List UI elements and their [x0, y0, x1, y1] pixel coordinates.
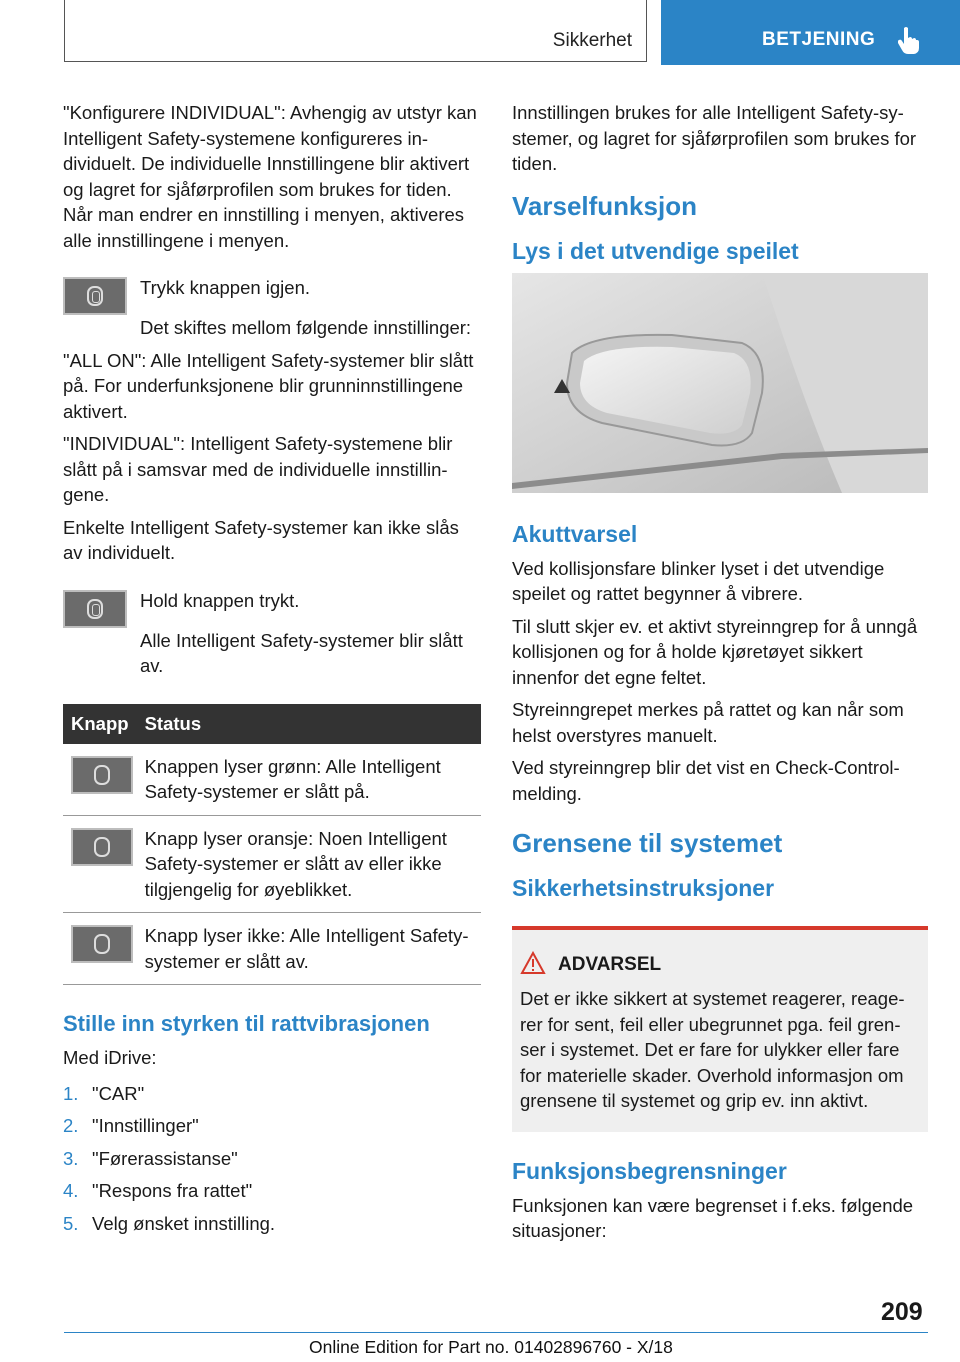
step-number: 2. — [63, 1115, 79, 1136]
step-text: "Innstillinger" — [92, 1115, 199, 1136]
step-number: 4. — [63, 1180, 79, 1201]
warning-icon — [520, 951, 546, 975]
hand-pointer-icon — [898, 26, 920, 54]
step-text: "Førerassistanse" — [92, 1147, 238, 1169]
list-item — [63, 1178, 481, 1204]
varsel-heading: Varselfunksjon — [512, 190, 697, 221]
step-text: "Respons fra rattet" — [92, 1180, 253, 1201]
akutt-text-1: Ved kollisjonsfare blinker lyset i det utvendige speilet og rattet begynner å vibrere. — [512, 557, 885, 604]
status-cell: Knapp lyser oransje: Noen Intelligent Safety-systemer er slått av eller ikke tilgjengelig for øyeblikket. — [137, 815, 481, 913]
press-again-row — [63, 275, 481, 327]
safety-button-image — [71, 925, 133, 963]
press-again-text: Trykk knappen igjen. — [140, 277, 311, 298]
page-number: 209 — [881, 1298, 923, 1326]
step-text: "CAR" — [92, 1082, 145, 1104]
funksjon-text: Funksjonen kan være begrenset i f.eks. følgende situasjoner: — [512, 1194, 914, 1241]
safety-button-image — [63, 277, 127, 315]
switch-text: Det skiftes mellom følgende innstillinger: — [140, 317, 472, 338]
some-cannot-text: Enkelte Intelligent Safety-systemer kan ikke slås av individuelt. — [63, 516, 459, 563]
lys-heading: Lys i det utvendige speilet — [512, 237, 799, 264]
safety-system-icon — [94, 837, 110, 857]
status-table — [63, 704, 481, 986]
akutt-text-3: Styreinngrepet merkes på rattet og kan når som helst overstyres manuelt. — [512, 699, 904, 746]
continued-text: Innstillingen brukes for alle Intelligent Safety-systemer, og lagret for sjåførprofilen som brukes for tiden. — [512, 102, 917, 174]
step-number: 5. — [63, 1212, 79, 1234]
section-tab — [64, 0, 647, 62]
status-cell: Knappen lyser grønn: Alle Intelligent Safety-systemer er slått på. — [137, 744, 481, 816]
status-cell: Knapp lyser ikke: Alle Intelligent Safety-systemer er slått av. — [137, 913, 481, 985]
edition-footer: Online Edition for Part no. 01402896760 - X/18 — [309, 1337, 673, 1357]
safety-system-icon — [87, 599, 103, 619]
safety-button-image — [71, 756, 133, 794]
warning-text: Det er ikke sikkert at systemet reagerer, reagerer for sent, feil eller ubegrunnet pga. feil grenser i systemet. Det er fare for ulykker eller fare for materielle skader. Overhold informasjon om grensene til systemet og grip ev. inn aktivt. — [520, 988, 905, 1111]
akutt-text-4: Ved styreinngrep blir det vist en Check-Control-melding. — [512, 757, 900, 804]
safety-system-icon — [94, 934, 110, 954]
list-item — [63, 1081, 481, 1107]
table-header-button: Knapp — [63, 704, 137, 744]
chapter-tab[interactable] — [661, 0, 960, 65]
hold-row — [63, 588, 481, 640]
warning-box — [512, 926, 928, 1132]
step-text: Velg ønsket innstilling. — [92, 1212, 276, 1234]
all-on-text: "ALL ON": Alle Intelligent Safety-systemer blir slått på. For underfunksjonene blir grunninnstillingene aktivert. — [63, 349, 474, 422]
table-header-status: Status — [137, 704, 481, 744]
safety-button-image — [63, 590, 127, 628]
table-row — [63, 815, 481, 913]
grensene-heading: Grensene til systemet — [512, 828, 783, 858]
individual-text: "INDIVIDUAL": Intelligent Safety-systemene blir slått på i samsvar med de individuelle innstillingene. — [63, 433, 453, 505]
akutt-text-2: Til slutt skjer ev. et aktivt styreinngrep for å unngå kollisjonen og for å holde kjøretøyet sikkert innenfor det egne feltet. — [512, 615, 918, 688]
idrive-text: Med iDrive: — [63, 1047, 157, 1068]
left-column — [63, 100, 481, 1243]
safety-button-image — [71, 828, 133, 866]
list-item — [63, 1113, 481, 1139]
vibration-heading: Stille inn styrken til rattvibrasjonen — [63, 1011, 430, 1036]
step-number: 1. — [63, 1082, 79, 1104]
funksjon-heading: Funksjonsbegrensninger — [512, 1157, 787, 1184]
akutt-heading: Akuttvarsel — [512, 520, 638, 547]
chapter-title: BETJENING — [762, 29, 876, 50]
right-column — [512, 100, 928, 1251]
warning-title: ADVARSEL — [558, 954, 662, 975]
intro-text: "Konfigurere INDIVIDUAL": Avhengig av utstyr kan Intelligent Safety-systemene konfigureres individuelt. De individuelle Innstillingene blir aktivert og lagret for sjåførprofilen som brukes for tiden. Når man endrer en innstilling i menyen, aktiveres alle innstillingene i menyen. — [63, 102, 477, 251]
sikkerhet-heading: Sikkerhetsinstruksjoner — [512, 875, 775, 901]
list-item — [63, 1211, 481, 1237]
mirror-illustration — [512, 273, 928, 493]
safety-system-icon — [87, 286, 103, 306]
section-title: Sikkerhet — [552, 30, 632, 51]
list-item — [63, 1146, 481, 1172]
all-off-text: Alle Intelligent Safety-systemer blir slått av. — [140, 629, 463, 676]
footer-divider — [64, 1332, 928, 1333]
hold-text: Hold knappen trykt. — [140, 589, 300, 611]
safety-system-icon — [94, 765, 110, 785]
table-row — [63, 744, 481, 816]
table-row — [63, 913, 481, 985]
step-number: 3. — [63, 1147, 79, 1169]
steps-list — [63, 1081, 481, 1237]
